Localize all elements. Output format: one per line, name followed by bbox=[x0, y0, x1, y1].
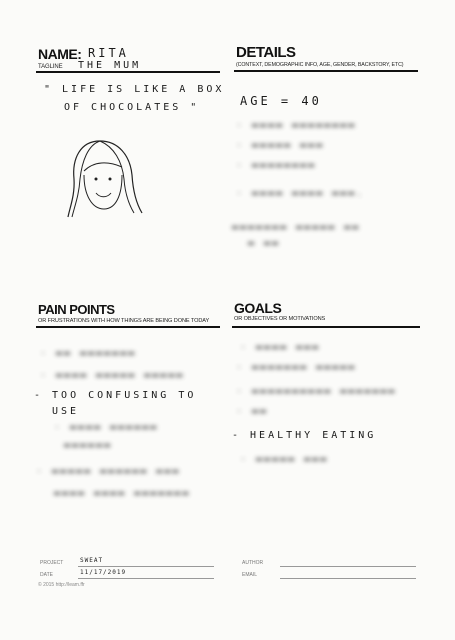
pain-item-line-2: USE bbox=[52, 406, 80, 417]
persona-tagline: THE MUM bbox=[78, 60, 142, 71]
goals-redacted-5: - ▬▬▬▬▬ ▬▬▬ bbox=[240, 454, 329, 465]
goals-redacted-3: - ▬▬▬▬▬▬▬▬▬▬ ▬▬▬▬▬▬▬ bbox=[236, 386, 397, 397]
persona-name: RITA bbox=[88, 46, 129, 60]
pain-points-rule bbox=[36, 326, 220, 328]
goals-redacted-1: - ▬▬▬▬ ▬▬▬ bbox=[240, 342, 321, 353]
pain-redacted-2: - ▬▬▬▬ ▬▬▬▬▬ ▬▬▬▬▬ bbox=[40, 370, 185, 381]
details-redacted-1: - ▬▬▬▬ ▬▬▬▬▬▬▬▬ bbox=[236, 120, 357, 131]
pain-redacted-5: - ▬▬▬▬▬ ▬▬▬▬▬▬ ▬▬▬ bbox=[36, 466, 181, 477]
details-redacted-5: ▬▬▬▬▬▬▬ ▬▬▬▬▬ ▬▬ bbox=[232, 222, 361, 233]
goals-redacted-4: - ▬▬ bbox=[236, 406, 269, 417]
pain-redacted-6: ▬▬▬▬ ▬▬▬▬ ▬▬▬▬▬▬▬ bbox=[54, 488, 191, 499]
details-subtitle: (CONTEXT, DEMOGRAPHIC INFO, AGE, GENDER, BACKSTORY, ETC) bbox=[236, 62, 404, 68]
author-label: AUTHOR bbox=[242, 560, 264, 566]
pain-item-line-1: - TOO CONFUSING TO bbox=[34, 390, 197, 401]
date-value: 11/17/2019 bbox=[80, 569, 127, 576]
project-value: SWEAT bbox=[80, 557, 104, 564]
pain-redacted-1: - ▬▬ ▬▬▬▬▬▬▬ bbox=[40, 348, 137, 359]
copyright: © 2015 http://leam.ffr bbox=[38, 582, 85, 588]
quote-line-1: " LIFE IS LIKE A BOX bbox=[44, 84, 225, 95]
details-rule bbox=[234, 70, 418, 72]
details-title: DETAILS bbox=[236, 44, 296, 61]
goals-subtitle: OR OBJECTIVES OR MOTIVATIONS bbox=[234, 316, 326, 322]
name-rule bbox=[36, 71, 220, 73]
details-redacted-2: - ▬▬▬▬▬ ▬▬▬ bbox=[236, 140, 325, 151]
tagline-label: TAGLINE bbox=[38, 64, 63, 70]
details-redacted-4: - ▬▬▬▬ ▬▬▬▬ ▬▬▬. bbox=[236, 188, 365, 199]
details-redacted-3: - ▬▬▬▬▬▬▬▬ bbox=[236, 160, 317, 171]
email-label: EMAIL bbox=[242, 572, 258, 578]
author-line bbox=[280, 566, 416, 567]
details-redacted-6: ▬ ▬▬ bbox=[248, 238, 281, 249]
quote-line-2: OF CHOCOLATES " bbox=[64, 102, 200, 113]
pain-redacted-4: ▬▬▬▬▬▬ bbox=[64, 440, 113, 451]
pain-points-title: PAIN POINTS bbox=[38, 302, 115, 317]
goals-rule bbox=[232, 326, 420, 328]
pain-points-subtitle: OR FRUSTRATIONS WITH HOW THINGS ARE BEING DONE TODAY bbox=[38, 318, 210, 324]
persona-sketch bbox=[60, 135, 150, 225]
pain-redacted-3: - ▬▬▬▬ ▬▬▬▬▬▬ bbox=[54, 422, 159, 433]
goals-redacted-2: - ▬▬▬▬▬▬▬ ▬▬▬▬▬ bbox=[236, 362, 357, 373]
project-label: PROJECT bbox=[40, 560, 64, 566]
date-label: DATE bbox=[40, 572, 53, 578]
details-age: AGE = 40 bbox=[240, 94, 322, 108]
goals-item: - HEALTHY EATING bbox=[232, 430, 377, 441]
goals-title: GOALS bbox=[234, 300, 282, 316]
email-line bbox=[280, 578, 416, 579]
project-line bbox=[78, 566, 214, 567]
name-label: NAME: bbox=[38, 46, 82, 62]
date-line bbox=[78, 578, 214, 579]
